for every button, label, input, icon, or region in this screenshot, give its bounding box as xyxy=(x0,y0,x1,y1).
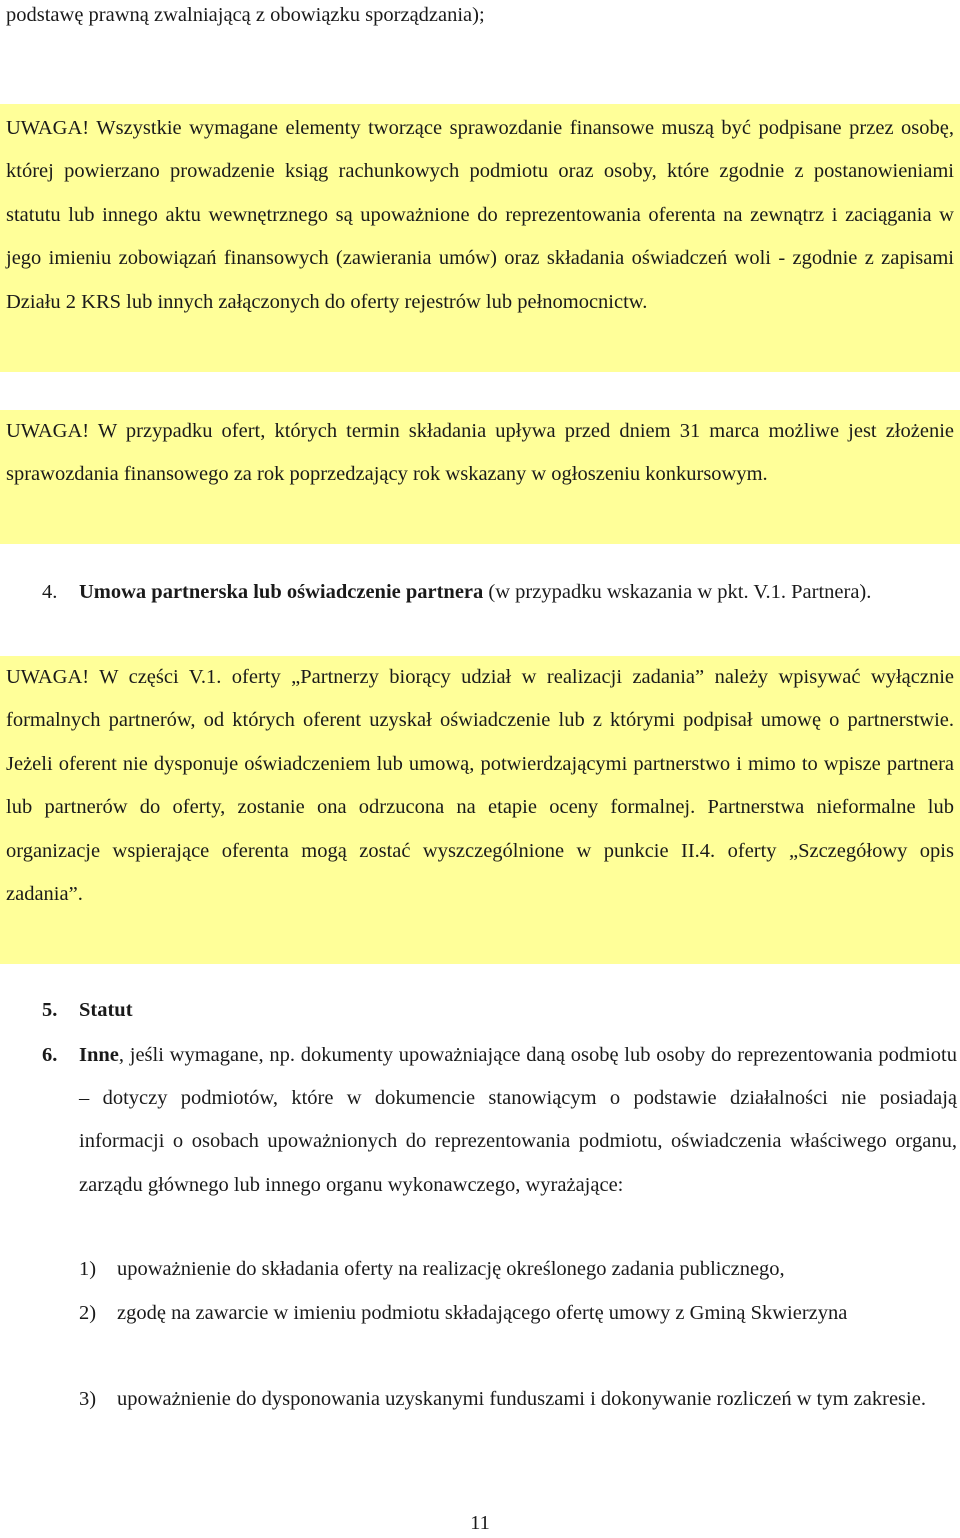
note-text: W przypadku ofert, których termin składania upływa przed dniem 31 marca możliwe jest złożenie sprawozdania finansowego za rok poprzedzający rok wskazany w ogłoszeniu konkursowym. xyxy=(6,420,954,486)
note-label: UWAGA! xyxy=(6,420,90,442)
sub-number: 2) xyxy=(79,1302,97,1324)
sub-text: upoważnienie do dysponowania uzyskanymi funduszami i dokonywanie rozliczeń w tym zakresie. xyxy=(117,1388,926,1410)
sub-text: zgodę na zawarcie w imieniu podmiotu składającego ofertę umowy z Gminą Skwierzyna xyxy=(117,1302,848,1324)
note-block-deadline xyxy=(0,410,960,544)
sub-text: upoważnienie do składania oferty na realizację określonego zadania publicznego, xyxy=(117,1258,785,1280)
note-block-partners xyxy=(0,656,960,964)
list-heading: Inne xyxy=(79,1044,119,1066)
note-paragraph xyxy=(6,107,954,324)
list-text xyxy=(79,1034,957,1207)
list-text xyxy=(79,576,957,608)
note-block-signatures xyxy=(0,104,960,372)
page-number: 11 xyxy=(470,1512,490,1534)
sub-number: 3) xyxy=(79,1388,97,1410)
list-item-5 xyxy=(42,994,133,1026)
note-label: UWAGA! xyxy=(6,666,90,688)
list-heading: Umowa partnerska lub oświadczenie partnera xyxy=(79,581,484,603)
note-text: Wszystkie wymagane elementy tworzące sprawozdanie finansowe muszą być podpisane przez osobę, której powierzano prowadzenie ksiąg rachunkowych podmiotu oraz osoby, które zgodnie z postanowieniami statutu lub innego aktu wewnętrznego są upoważnione do reprezentowania oferenta na zewnątrz i zaciągania w jego imieniu zobowiązań finansowych (zawierania umów) oraz składania oświadczeń woli - zgodnie z zapisami Działu 2 KRS lub innych załączonych do oferty rejestrów lub pełnomocnictw. xyxy=(6,117,954,313)
note-text: W części V.1. oferty „Partnerzy biorący udział w realizacji zadania” należy wpisywać wyłącznie formalnych partnerów, od których oferent uzyskał oświadczenie lub z którymi podpisał umowę o partnerstwie. Jeżeli oferent nie dysponuje oświadczeniem lub umową, potwierdzającymi partnerstwo i mimo to wpisze partnera lub partnerów do oferty, zostanie ona odrzucona na etapie oceny formalnej. Partnerstwa nieformalne lub organizacje wspierające oferenta mogą zostać wyszczególnione w punkcie II.4. oferty „Szczegółowy opis zadania”. xyxy=(6,666,954,906)
note-paragraph xyxy=(6,656,954,916)
note-paragraph xyxy=(6,410,954,497)
note-label: UWAGA! xyxy=(6,117,90,139)
list-heading: Statut xyxy=(79,999,133,1021)
sub-number: 1) xyxy=(79,1258,97,1280)
list-rest: (w przypadku wskazania w pkt. V.1. Partnera). xyxy=(483,581,872,603)
list-number: 5. xyxy=(42,999,58,1021)
list-rest: , jeśli wymagane, np. dokumenty upoważniające daną osobę lub osoby do reprezentowania podmiotu – dotyczy podmiotów, które w dokumencie stanowiącym o podstawie działalności nie posiadają informacji o osobach upoważnionych do reprezentowania podmiotu, oświadczenia właściwego organu, zarządu głównego lub innego organu wykonawczego, wyrażające: xyxy=(79,1044,957,1196)
continued-line: podstawę prawną zwalniającą z obowiązku sporządzania); xyxy=(6,4,485,26)
list-number: 6. xyxy=(42,1044,58,1066)
list-number: 4. xyxy=(42,581,58,603)
